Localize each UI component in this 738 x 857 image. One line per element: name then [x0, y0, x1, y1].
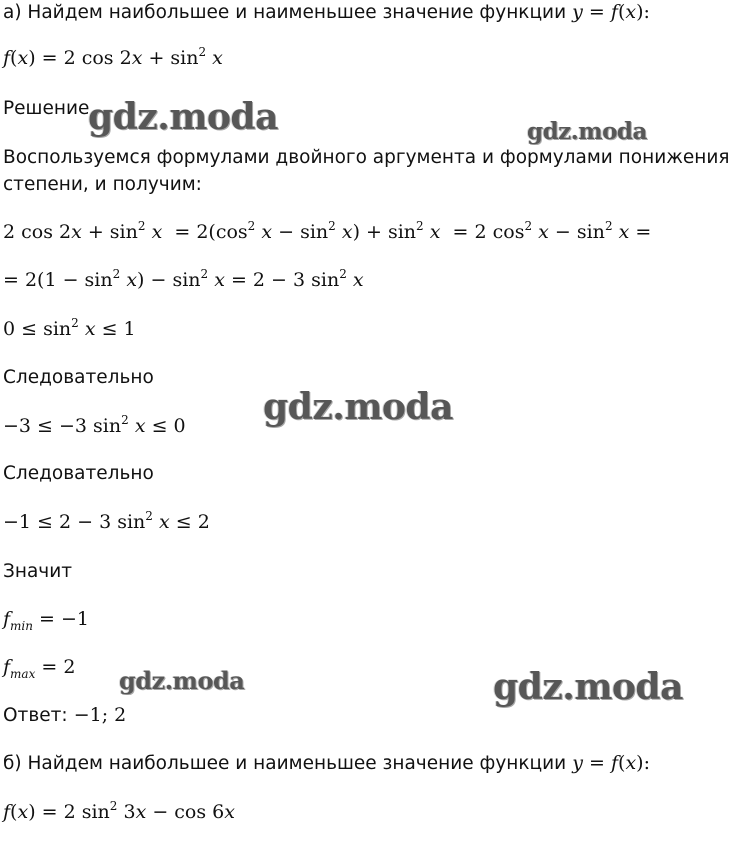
- part-b-heading: б) Найдем наибольшее и наименьшее значение функции y = f(x):: [3, 752, 650, 774]
- therefore-label-1: Следовательно: [3, 367, 154, 388]
- watermark-logo: gdz.moda: [119, 666, 245, 695]
- watermark-logo: gdz.moda: [88, 96, 278, 138]
- part-a-heading-function: y = f(x):: [572, 1, 650, 23]
- transformation-step-1: 2 $\cos 2x + \sin^2 x = 2(\cos^2$ $x - \sin^2 x) + \sin^2 x = 2$ $\cos^2 x - \sin^2 x$ =: [3, 219, 652, 243]
- therefore-label-2: Следовательно: [3, 463, 154, 484]
- inequality-range: −1 ≤ 2 − 3 $\sin^2 x \le 2$: [3, 509, 210, 533]
- method-text-line-1: Воспользуемся формулами двойного аргумента и формулами понижения: [3, 147, 730, 168]
- solution-label: Решение: [3, 98, 90, 119]
- method-text-line-2: степени, и получим:: [3, 174, 202, 195]
- f-min-value: $f_{min} = -1$: [3, 608, 90, 633]
- transformation-step-2: = $2(1 - \sin^2 x) - \sin^2 x = 2 - 3$ $\sin^2 x$: [3, 267, 364, 291]
- inequality-sin-squared: $0 \le \sin^2 x \le 1$: [3, 316, 136, 340]
- inequality-negative-three: −3 ≤ −3 $\sin^2 x \le 0$: [3, 413, 186, 437]
- watermark-logo: gdz.moda: [527, 118, 647, 145]
- part-a-function-definition: f(x) = 2 $\cos 2x + \sin^2 x$: [3, 45, 223, 69]
- hence-label: Значит: [3, 561, 73, 582]
- watermark-logo: gdz.moda: [493, 666, 683, 708]
- f-max-value: $f_{max} = 2$: [3, 656, 76, 681]
- part-a-heading: а) Найдем наибольшее и наименьшее значение функции y = f(x):: [3, 1, 650, 23]
- answer-line: Ответ: −1; 2: [3, 704, 127, 726]
- watermark-logo: gdz.moda: [263, 386, 453, 428]
- part-b-function-definition: f(x) = 2 $\sin^2 3x - \cos 6x$: [3, 799, 235, 823]
- part-b-heading-function: y = f(x):: [572, 752, 650, 774]
